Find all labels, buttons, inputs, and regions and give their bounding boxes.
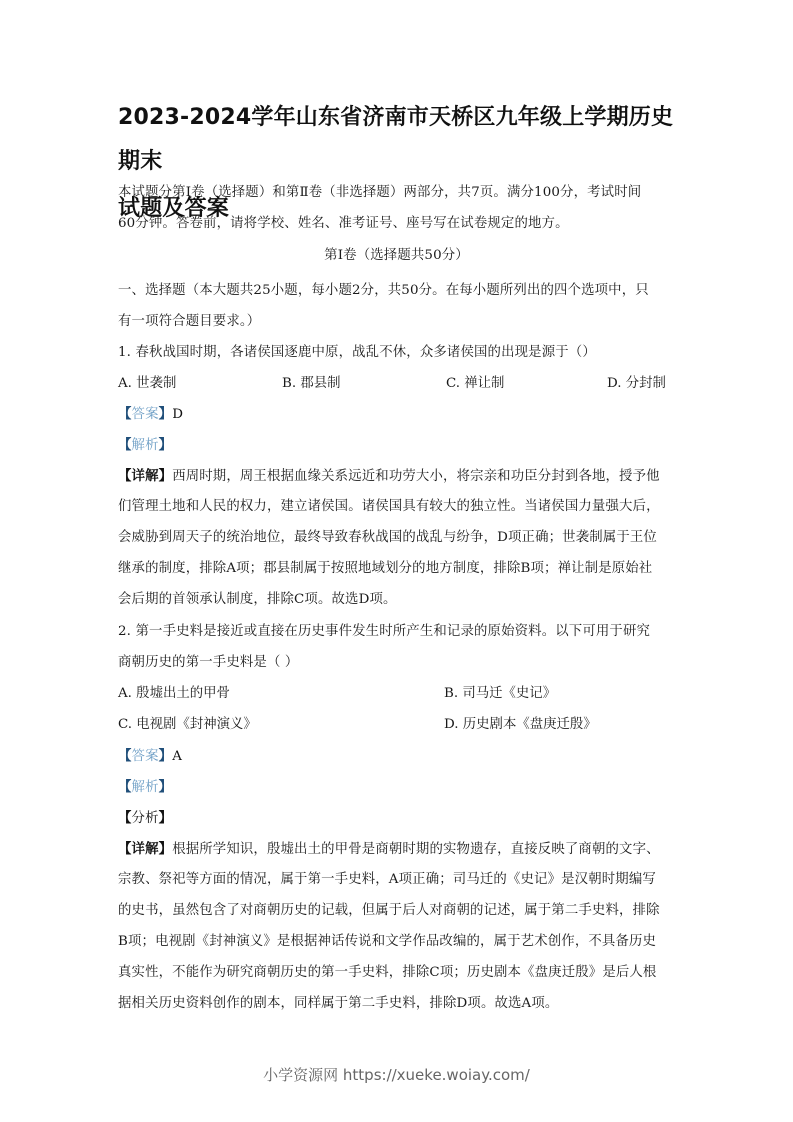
question-1-detail-line-2: 们管理土地和人民的权力，建立诸侯国。诸侯国具有较大的独立性。当诸侯国力量强大后， bbox=[118, 499, 660, 514]
bracket-close: 】 bbox=[158, 406, 173, 422]
bracket-close: 】 bbox=[158, 779, 173, 795]
instructions-line-2: 有一项符合题目要求。） bbox=[118, 314, 261, 329]
analysis-label: 解析 bbox=[131, 780, 159, 795]
question-1-detail-line-1 bbox=[118, 466, 686, 487]
title-line-1: 2023-2024学年山东省济南市天桥区九年级上学期历史期末 bbox=[118, 105, 674, 174]
detail-text: 根据所学知识，殷墟出土的甲骨是商朝时期的实物遗存，直接反映了商朝的文字、 bbox=[172, 842, 660, 857]
question-2-stem-line-1: 2. 第一手史料是接近或直接在历史事件发生时所产生和记录的原始资料。以下可用于研究 bbox=[118, 624, 651, 639]
bracket-close: 】 bbox=[158, 841, 173, 857]
question-1-stem: 1. 春秋战国时期，各诸侯国逐鹿中原，战乱不休，众多诸侯国的出现是源于（） bbox=[118, 345, 596, 360]
bracket-close: 】 bbox=[158, 468, 173, 484]
detail-text: 西周时期，周王根据血缘关系远近和功劳大小，将宗亲和功臣分封到各地，授予他 bbox=[172, 469, 660, 484]
question-1-detail-line-3: 会威胁到周天子的统治地位，最终导致春秋战国的战乱与纷争，D项正确；世袭制属于王位 bbox=[118, 530, 657, 545]
document-title bbox=[118, 96, 683, 231]
title-line-2: 试题及答案 bbox=[118, 196, 230, 221]
bracket-open: 【 bbox=[118, 841, 132, 857]
bracket-open: 【 bbox=[118, 779, 132, 795]
question-1-answer bbox=[118, 404, 686, 425]
bracket-open: 【 bbox=[118, 748, 132, 764]
intro-line-1: 本试题分第Ⅰ卷（选择题）和第Ⅱ卷（非选择题）两部分，共7页。满分100分，考试时间 bbox=[118, 185, 642, 200]
question-1-analysis-label bbox=[118, 435, 686, 456]
question-1-option-a: A. 世袭制 bbox=[118, 376, 177, 391]
question-2-detail-line-4: B项；电视剧《封神演义》是根据神话传说和文学作品改编的，属于艺术创作，不具备历史 bbox=[118, 934, 657, 949]
answer-value: A bbox=[172, 749, 183, 764]
breakdown-label: 分析 bbox=[131, 811, 159, 826]
question-1-detail-line-5: 会后期的首领承认制度，排除C项。故选D项。 bbox=[118, 592, 397, 607]
question-2-option-d: D. 历史剧本《盘庚迁殷》 bbox=[444, 717, 597, 732]
bracket-close: 】 bbox=[158, 437, 173, 453]
question-1-detail-line-4: 继承的制度，排除A项；郡县制属于按照地域划分的地方制度，排除B项；禅让制是原始社 bbox=[118, 561, 653, 576]
question-2-breakdown-label bbox=[118, 808, 686, 829]
bracket-open: 【 bbox=[118, 437, 132, 453]
question-2-detail-line-2: 宗教、祭祀等方面的情况，属于第一手史料，A项正确；司马迁的《史记》是汉朝时期编写 bbox=[118, 872, 656, 887]
bracket-open: 【 bbox=[118, 468, 132, 484]
question-1-option-b: B. 郡县制 bbox=[282, 376, 341, 391]
question-2-detail-line-5: 真实性，不能作为研究商朝历史的第一手史料，排除C项；历史剧本《盘庚迁殷》是后人根 bbox=[118, 965, 657, 980]
answer-label: 答案 bbox=[131, 407, 159, 422]
intro-line-2: 60分钟。答卷前，请将学校、姓名、准考证号、座号写在试卷规定的地方。 bbox=[118, 216, 569, 231]
question-2-detail-line-1 bbox=[118, 839, 686, 860]
detail-label: 详解 bbox=[131, 841, 159, 857]
question-2-stem-line-2: 商朝历史的第一手史料是（ ） bbox=[118, 655, 299, 670]
question-2-option-b: B. 司马迁《史记》 bbox=[444, 686, 557, 701]
instructions-line-1: 一、选择题（本大题共25小题，每小题2分，共50分。在每小题所列出的四个选项中，只 bbox=[118, 283, 649, 298]
question-1-option-d: D. 分封制 bbox=[607, 376, 666, 391]
detail-label: 详解 bbox=[131, 468, 159, 484]
question-2-analysis-label bbox=[118, 777, 686, 798]
bracket-close: 】 bbox=[158, 810, 173, 826]
answer-value: D bbox=[172, 407, 184, 422]
bracket-close: 】 bbox=[158, 748, 173, 764]
bracket-open: 【 bbox=[118, 810, 132, 826]
question-1-option-c: C. 禅让制 bbox=[446, 376, 505, 391]
analysis-label: 解析 bbox=[131, 438, 159, 453]
question-2-detail-line-6: 据相关历史资料创作的剧本，同样属于第二手史料，排除D项。故选A项。 bbox=[118, 996, 559, 1011]
answer-label: 答案 bbox=[131, 749, 159, 764]
question-2-option-a: A. 殷墟出土的甲骨 bbox=[118, 686, 230, 701]
section-heading: 第Ⅰ卷（选择题共50分） bbox=[324, 248, 469, 263]
question-2-option-c: C. 电视剧《封神演义》 bbox=[118, 717, 257, 732]
bracket-open: 【 bbox=[118, 406, 132, 422]
question-2-detail-line-3: 的史书，虽然包含了对商朝历史的记载，但属于后人对商朝的记述，属于第二手史料，排除 bbox=[118, 903, 660, 918]
watermark-footer: 小学资源网 https://xueke.woiay.com/ bbox=[263, 1066, 530, 1084]
question-2-answer bbox=[118, 746, 686, 767]
